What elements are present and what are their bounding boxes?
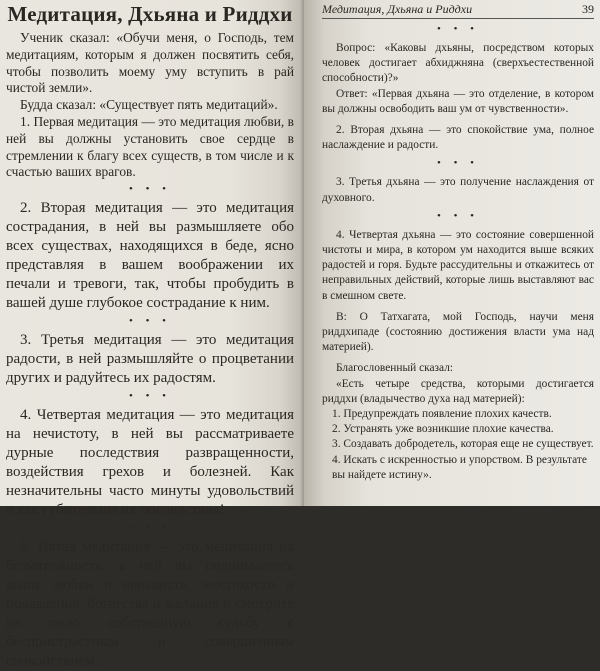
right-page (304, 0, 600, 506)
list-item: 3. Создавать добродетель, которая еще не существует. (332, 438, 594, 451)
blessed-quote: «Есть четыре средства, которыми достигается риддхи (владычество духа над материей): (322, 377, 594, 405)
list-item: 2. Устранять уже возникшие плохие качества. (332, 423, 554, 436)
chapter-title: Медитация, Дхьяна и Риддхи (7, 2, 293, 26)
riddhi-list (322, 407, 594, 483)
meditation-5: 5. Пятая медитация — это медитация на безмятежность, в ней вы поднимаетесь выше любви и ненависти, жестокости и подавления, богатства и желания и смотрите на свою собственную судьбу с беспристрастным и совершенным спокойствием. (6, 539, 294, 670)
section-divider: • • • (128, 315, 172, 328)
section-divider: • • • (436, 23, 480, 35)
meditation-4: 4. Четвертая медитация — это медитация на нечистоту, в ней вы рассматриваете дурные последствия развращенности, воздействия грехов и болезней. Как незначительны часто минуты удовольствий и как губительны их последствия! (6, 407, 294, 519)
running-head (322, 0, 594, 19)
riddhi-question: В: О Татхагата, мой Господь, научи меня риддхипаде (состоянию достижения власти ума над материей). (322, 310, 594, 354)
question-paragraph: Вопрос: «Каковы дхьяны, посредством которых человек достигает абхиджняна (сверхъестественной способности)?» (322, 42, 594, 85)
meditation-2: 2. Вторая медитация — это медитация сострадания, в ней вы размышляете обо всех существах, находящихся в беде, ясно представляя в вашем воображении их печали и тревоги, так, чтобы пробудить в вашей душе глубокое сострадание к ним. (6, 200, 294, 312)
intro-paragraph-2: Будда сказал: «Существует пять медитаций». (20, 97, 278, 113)
meditation-1: 1. Первая медитация — это медитация любви, в ней вы должны установить свое сердце в стремлении к благу всех существ, в том числе и к счастью ваших врагов. (6, 113, 294, 180)
list-item: 1. Предупреждать появление плохих качеств. (332, 408, 552, 421)
intro-paragraph: Ученик сказал: «Обучи меня, о Господь, тем медитациям, которым я должен посвятить себя, чтобы позволить моему уму вступить в рай чистой земли». (6, 30, 294, 96)
section-divider: • • • (128, 522, 172, 535)
page-number: 39 (582, 2, 594, 16)
dhyana-4: 4. Четвертая дхьяна — это состояние совершенной чистоты и мира, в котором ум находится выше всяких радостей и горя. Будьте рассудительны и откажитесь от неправильных действий, которые лишь выставляют вас в смешном свете. (322, 228, 594, 302)
section-divider: • • • (128, 183, 172, 196)
meditation-3: 3. Третья медитация — это медитация радости, в ней размышляйте о процветании других и радуйтесь их радостям. (6, 332, 294, 387)
section-divider: • • • (436, 209, 480, 222)
dhyana-3: 3. Третья дхьяна — это получение наслаждения от духовного. (322, 176, 594, 204)
blessed-said: Благословенный сказал: (336, 362, 454, 375)
section-divider: • • • (128, 390, 172, 403)
dhyana-2: 2. Вторая дхьяна — это спокойствие ума, полное наслаждение и радости. (322, 124, 594, 152)
answer-paragraph: Ответ: «Первая дхьяна — это отделение, в котором вы должны освободить ваш ум от чувственности». (322, 87, 594, 115)
list-item: 4. Искать с искренностью и упорством. В результате вы найдете истину». (332, 453, 587, 481)
running-head-title: Медитация, Дхьяна и Риддхи (322, 2, 473, 16)
section-divider: • • • (436, 157, 480, 170)
